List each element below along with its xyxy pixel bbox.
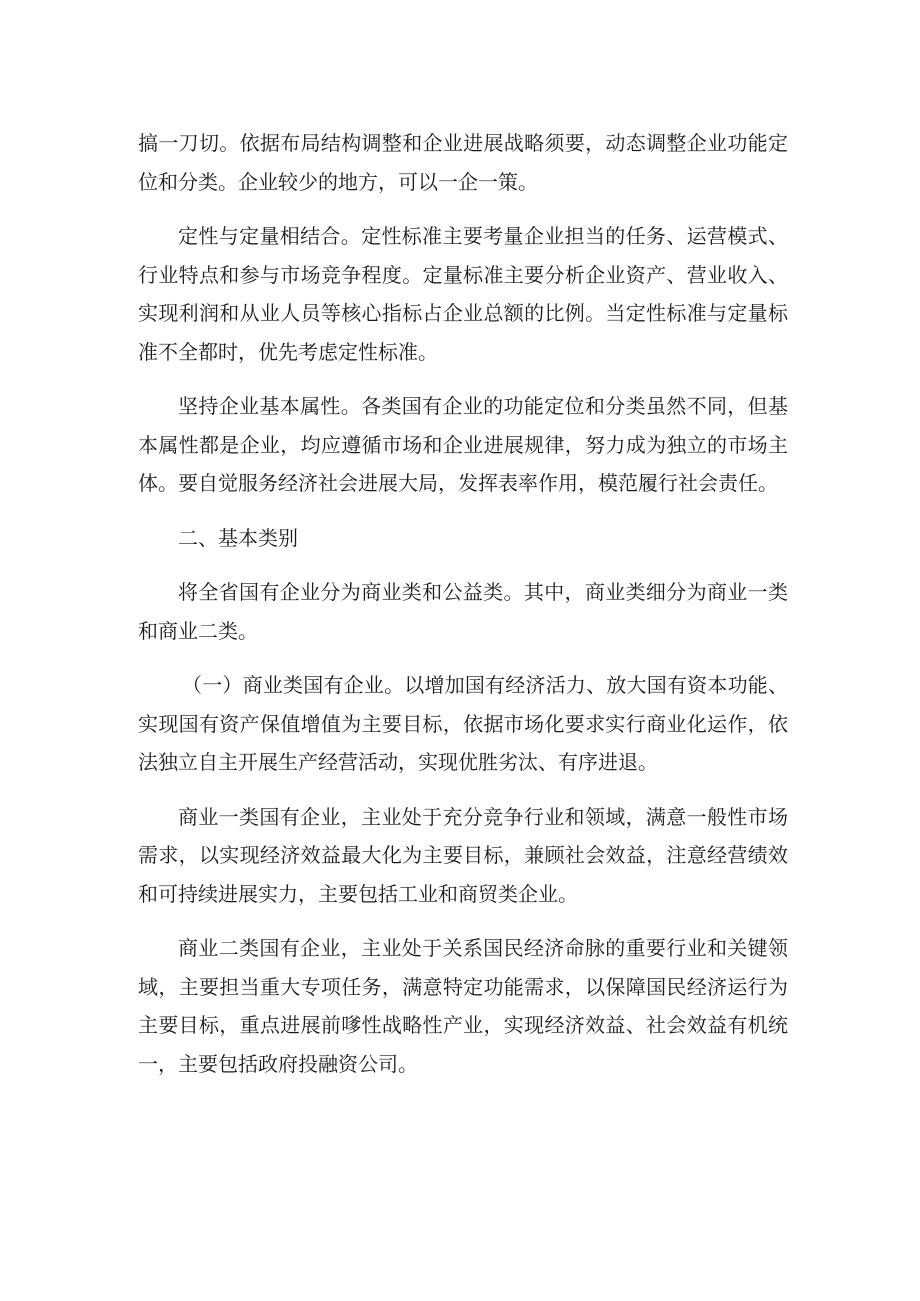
paragraph-qualitative-quantitative: 定性与定量相结合。定性标准主要考量企业担当的任务、运营模式、行业特点和参与市场竞争程度。定量标准主要分析企业资产、营业收入、实现利润和从业人员等核心指标占企业总额的比例。当定性标准与定量标准不全都时，优先考虑定性标准。 [138,224,788,364]
paragraph-commercial-type-two: 商业二类国有企业，主业处于关系国民经济命脉的重要行业和关键领域，主要担当重大专项任务，满意特定功能需求，以保障国民经济运行为主要目标，重点进展前嗲性战略性产业，实现经济效益、社会效益有机统一，主要包括政府投融资公司。 [138,936,788,1076]
section-heading-basic-categories: 二、基本类别 [178,525,298,550]
paragraph-commercial-type-one: 商业一类国有企业，主业处于充分竞争行业和领域，满意一般性市场需求，以实现经济效益最大化为主要目标，兼顾社会效益，注意经营绩效和可持续进展实力，主要包括工业和商贸类企业。 [138,804,788,906]
document-body [138,124,788,1099]
paragraph-commercial-enterprises: （一）商业类国有企业。以增加国有经济活力、放大国有资本功能、实现国有资产保值增值为主要目标，依据市场化要求实行商业化运作，依法独立自主开展生产经营活动，实现优胜劣汰、有序进退。 [138,673,788,774]
paragraph-classification-overview: 将全省国有企业分为商业类和公益类。其中，商业类细分为商业一类和商业二类。 [138,580,788,643]
paragraph-basic-attribute: 坚持企业基本属性。各类国有企业的功能定位和分类虽然不同，但基本属性都是企业，均应遵循市场和企业进展规律，努力成为独立的市场主体。要自觉服务经济社会进展大局，发挥表率作用，模范履行社会责任。 [138,394,788,495]
paragraph-continuation: 搞一刀切。依据布局结构调整和企业进展战略须要，动态调整企业功能定位和分类。企业较少的地方，可以一企一策。 [138,131,788,194]
